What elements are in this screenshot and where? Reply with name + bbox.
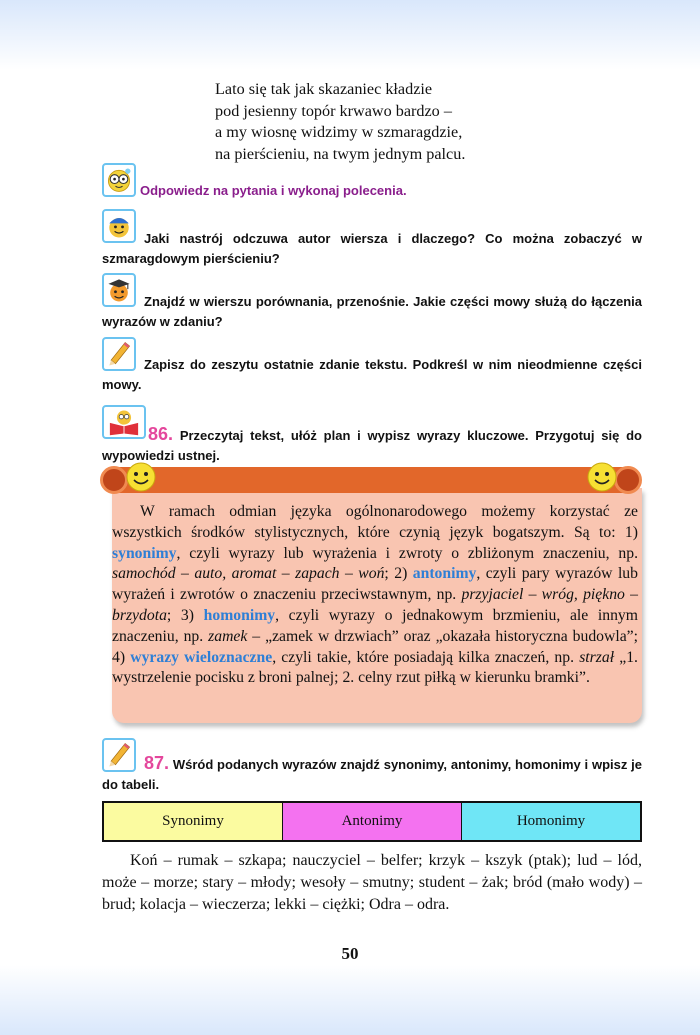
keyword-antonimy: antonimy [412,565,477,583]
keyword-homonimy: homonimy [203,606,276,624]
poem [215,79,545,165]
theory-text: W ramach odmian języka ogólnonarodowego możemy korzystać ze wszystkich środków stylistycznych, które czynią język bogatszym. Są to: 1) synonimy, czyli wyrazy lub wyrażenia i zwroty o zbliżonym znaczeniu, np. samochód – auto, aromat – zapach – woń; 2) antonimy, czyli pary wyrazów lub wyrażeń i zwrotów o znaczeniu przeciwstawnym, np. przyjaciel – wróg, piękno – brzydota; 3) homonimy, czyli wyrazy o jednakowym brzmieniu, ale innym znaczeniu, np. zamek – „zamek w drzwiach” oraz „okazała historyczna budowla”; 4) wyrazy wieloznaczne, czyli takie, które posiadają kilka znaczeń, np. strzał „1. wystrzelenie pocisku z broni palnej; 2. celny rzut piłką w kierunku bramki”. [112,503,638,687]
poem-line: pod jesienny topór krwawo bardzo – [215,101,452,120]
exercise-number: 86. [148,424,174,444]
scroll-top-bar [104,467,640,493]
page-number: 50 [341,944,359,963]
exercise-86: 86. Przeczytaj tekst, ułóż plan i wypisz wyrazy kluczowe. Przygotuj się do wypowiedzi ustnej. [102,424,642,463]
poem-line: a my wiosnę widzimy w szmaragdzie, [215,123,463,141]
classification-table [102,801,642,842]
question-1: Jaki nastrój odczuwa autor wiersza i dlaczego? Co można zobaczyć w szmaragdowym pierścieniu? [102,231,642,266]
exercise-number: 87. [144,753,170,773]
poem-line: Lato się tak jak skazaniec kładzie [215,80,433,98]
question-3: Zapisz do zeszytu ostatnie zdanie tekstu. Podkreśl w nim nieodmienne części mowy. [102,357,642,392]
table-header-homonimy: Homonimy [462,803,640,840]
question-2: Znajdź w wierszu porównania, przenośnie. Jakie części mowy służą do łączenia wyrazów w zdaniu? [102,294,642,329]
table-header-antonimy: Antonimy [283,803,462,840]
exercise-87: 87. Wśród podanych wyrazów znajdź synonimy, antonimy, homonimy i wpisz je do tabeli. [102,753,642,792]
table-header-synonimy: Synonimy [104,803,283,840]
keyword-synonimy: synonimy [112,544,177,562]
poem-line: na pierścieniu, na twym jednym palcu. [215,144,466,163]
scroll-curl-left [100,466,128,494]
instruction-text: Odpowiedz na pytania i wykonaj polecenia. [140,183,407,198]
word-list: Koń – rumak – szkapa; nauczyciel – belfer; krzyk – kszyk (ptak); lud – lód, może – morze; stary – młody; wesoły – smutny; student – żak; bród (mało wody) – brud; kolacja – wieczerza; lekki – ciężki; Odra – odra. [102,852,642,913]
scroll-curl-right [614,466,642,494]
smiley-icon [126,462,156,492]
thinking-face-icon [102,163,136,197]
keyword-wieloznaczne: wyrazy wieloznaczne [130,648,273,666]
smiley-icon [587,462,617,492]
